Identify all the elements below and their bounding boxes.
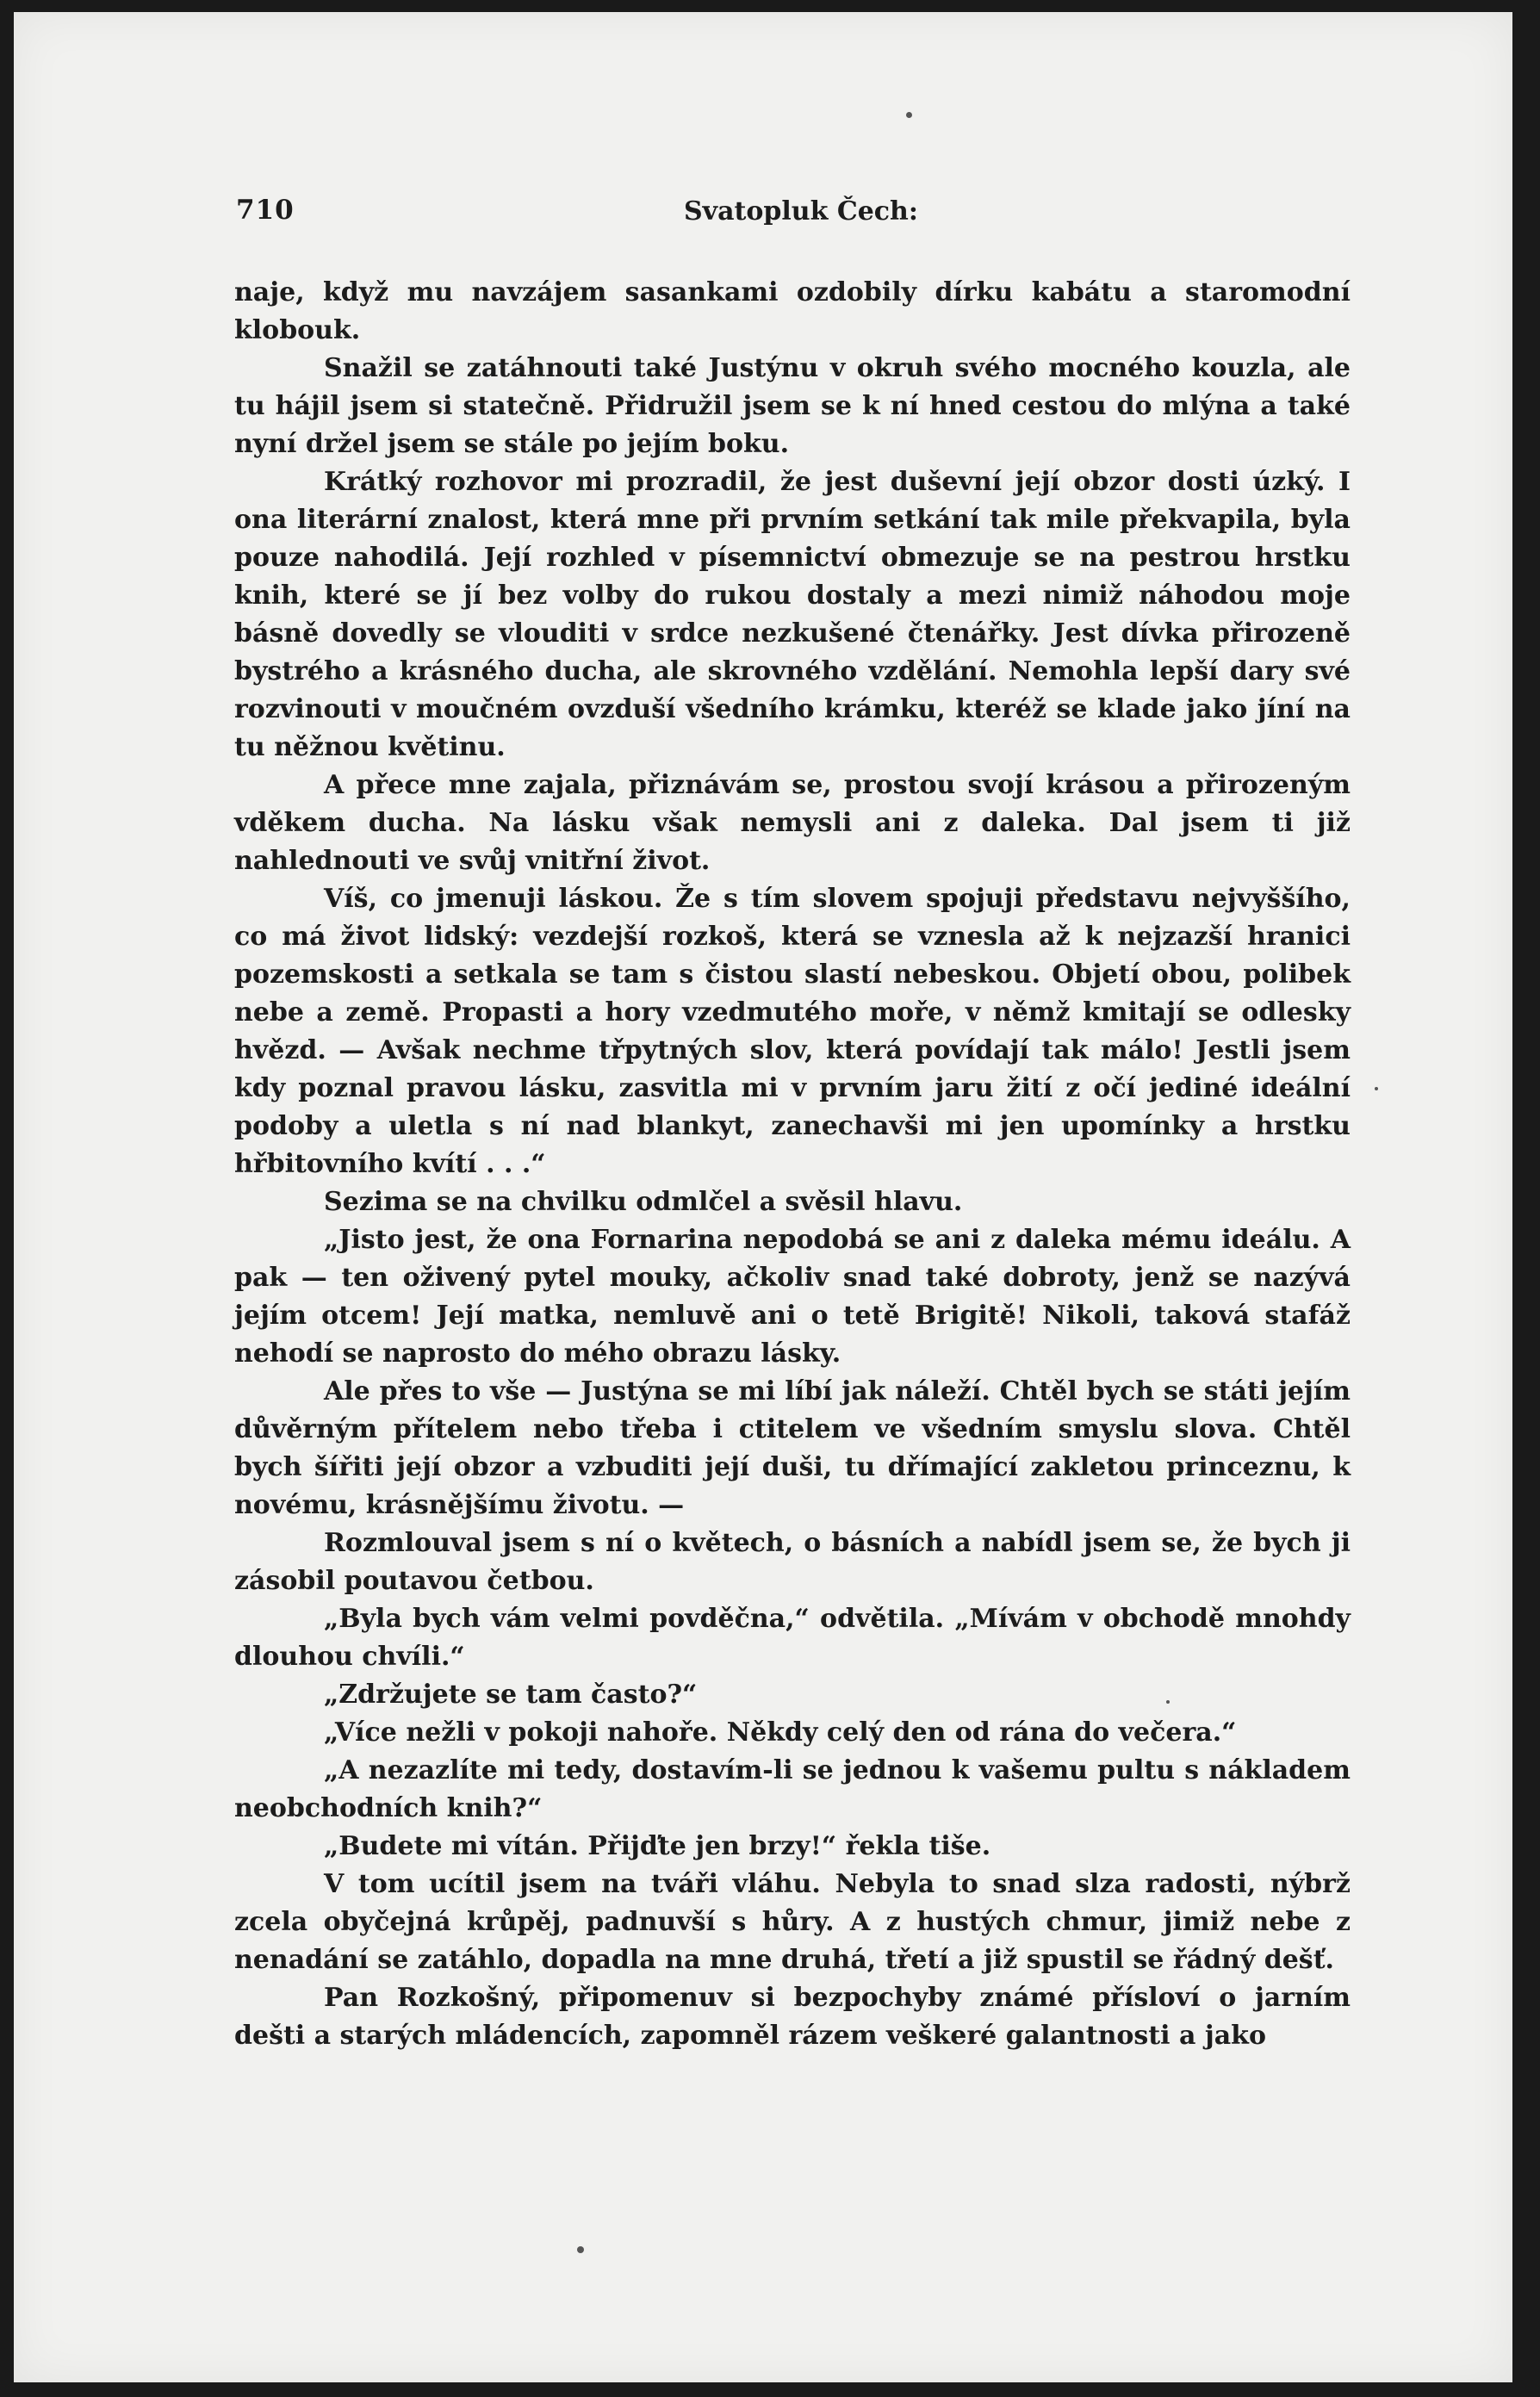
paragraph: naje, když mu navzájem sasankami ozdobily dírku kabátu a staromodní klobouk. <box>234 277 1351 345</box>
paragraph: „Zdržujete se tam často?“ <box>324 1680 698 1710</box>
paragraph: Rozmlouval jsem s ní o květech, o básních a nabídl jsem se, že bych ji zásobil poutavou četbou. <box>234 1528 1351 1596</box>
paragraph: Ale přes to vše — Justýna se mi líbí jak náleží. Chtěl bych se státi jejím důvěrným přítelem nebo třeba i ctitelem ve všedním smyslu slova. Chtěl bych šířiti její obzor a vzbuditi její duši, tu dřímající zakletou princeznu, k novému, krásnějšímu životu. — <box>234 1376 1351 1520</box>
book-page <box>14 12 1512 2382</box>
paragraph: „Více nežli v pokoji nahoře. Někdy celý den od rána do večera.“ <box>324 1717 1237 1748</box>
paragraph: „Byla bych vám velmi povděčna,“ odvětila. „Mívám v obchodě mnohdy dlouhou chvíli.“ <box>234 1604 1351 1672</box>
body-text <box>234 274 1351 2055</box>
running-head: Svatopluk Čech: <box>684 196 918 227</box>
paragraph: V tom ucítil jsem na tváři vláhu. Nebyla to snad slza radosti, nýbrž zcela obyčejná krůpěj, padnuvší s hůry. A z hustých chmur, jimiž nebe z nenadání se zatáhlo, dopadla na mne druhá, třetí a již spustil se řádný dešť. <box>234 1869 1351 1975</box>
paragraph: A přece mne zajala, přiznávám se, prostou svojí krásou a přirozeným vděkem ducha. Na lásku však nemysli ani z daleka. Dal jsem ti již nahlednouti ve svůj vnitřní život. <box>234 770 1351 876</box>
paper-speck <box>577 2246 584 2253</box>
page-header <box>236 195 1356 229</box>
paragraph: „Budete mi vítán. Přijďte jen brzy!“ řekla tiše. <box>324 1831 991 1861</box>
paper-speck <box>1166 1700 1170 1704</box>
paper-speck <box>906 112 912 118</box>
paper-speck <box>1375 1087 1378 1090</box>
paragraph: „Jisto jest, že ona Fornarina nepodobá se ani z daleka mému ideálu. A pak — ten oživený pytel mouky, ačkoliv snad také dobroty, jenž se nazývá jejím otcem! Její matka, nemluvě ani o tetě Brigitě! Nikoli, taková stafáž nehodí se naprosto do mého obrazu lásky. <box>234 1225 1351 1369</box>
paragraph: Víš, co jmenuji láskou. Že s tím slovem spojuji představu nejvyššího, co má život lidský: vezdejší rozkoš, která se vznesla až k nejzazší hranici pozemskosti a setkala se tam s čistou slastí nebeskou. Objetí obou, polibek nebe a země. Propasti a hory vzedmutého moře, v němž kmitají se odlesky hvězd. — Avšak nechme třpytných slov, která povídají tak málo! Jestli jsem kdy poznal pravou lásku, zasvitla mi v prvním jaru žití z očí jediné ideální podoby a uletla s ní nad blankyt, zanechavši mi jen upomínky a hrstku hřbitovního kvítí . . .“ <box>234 884 1351 1179</box>
paragraph: „A nezazlíte mi tedy, dostavím-li se jednou k vašemu pultu s nákladem neobchodních knih?“ <box>234 1755 1351 1823</box>
paragraph: Snažil se zatáhnouti také Justýnu v okruh svého mocného kouzla, ale tu hájil jsem si statečně. Přidružil jsem se k ní hned cestou do mlýna a také nyní držel jsem se stále po jejím boku. <box>234 353 1351 459</box>
paragraph: Sezima se na chvilku odmlčel a svěsil hlavu. <box>324 1187 963 1217</box>
paragraph: Pan Rozkošný, připomenuv si bezpochyby známé přísloví o jarním dešti a starých mládencích, zapomněl rázem veškeré galantnosti a jako <box>234 1983 1351 2051</box>
paragraph: Krátký rozhovor mi prozradil, že jest duševní její obzor dosti úzký. I ona literární znalost, která mne při prvním setkání tak mile překvapila, byla pouze nahodilá. Její rozhled v písemnictví obmezuje se na pestrou hrstku knih, které se jí bez volby do rukou dostaly a mezi nimiž náhodou moje básně dovedly se vlouditi v srdce nezkušené čtenářky. Jest dívka přirozeně bystrého a krásného ducha, ale skrovného vzdělání. Nemohla lepší dary své rozvinouti v moučném ovzduší všedního krámku, kteréž se klade jako jíní na tu něžnou květinu. <box>234 467 1351 762</box>
page-number: 710 <box>236 195 295 226</box>
